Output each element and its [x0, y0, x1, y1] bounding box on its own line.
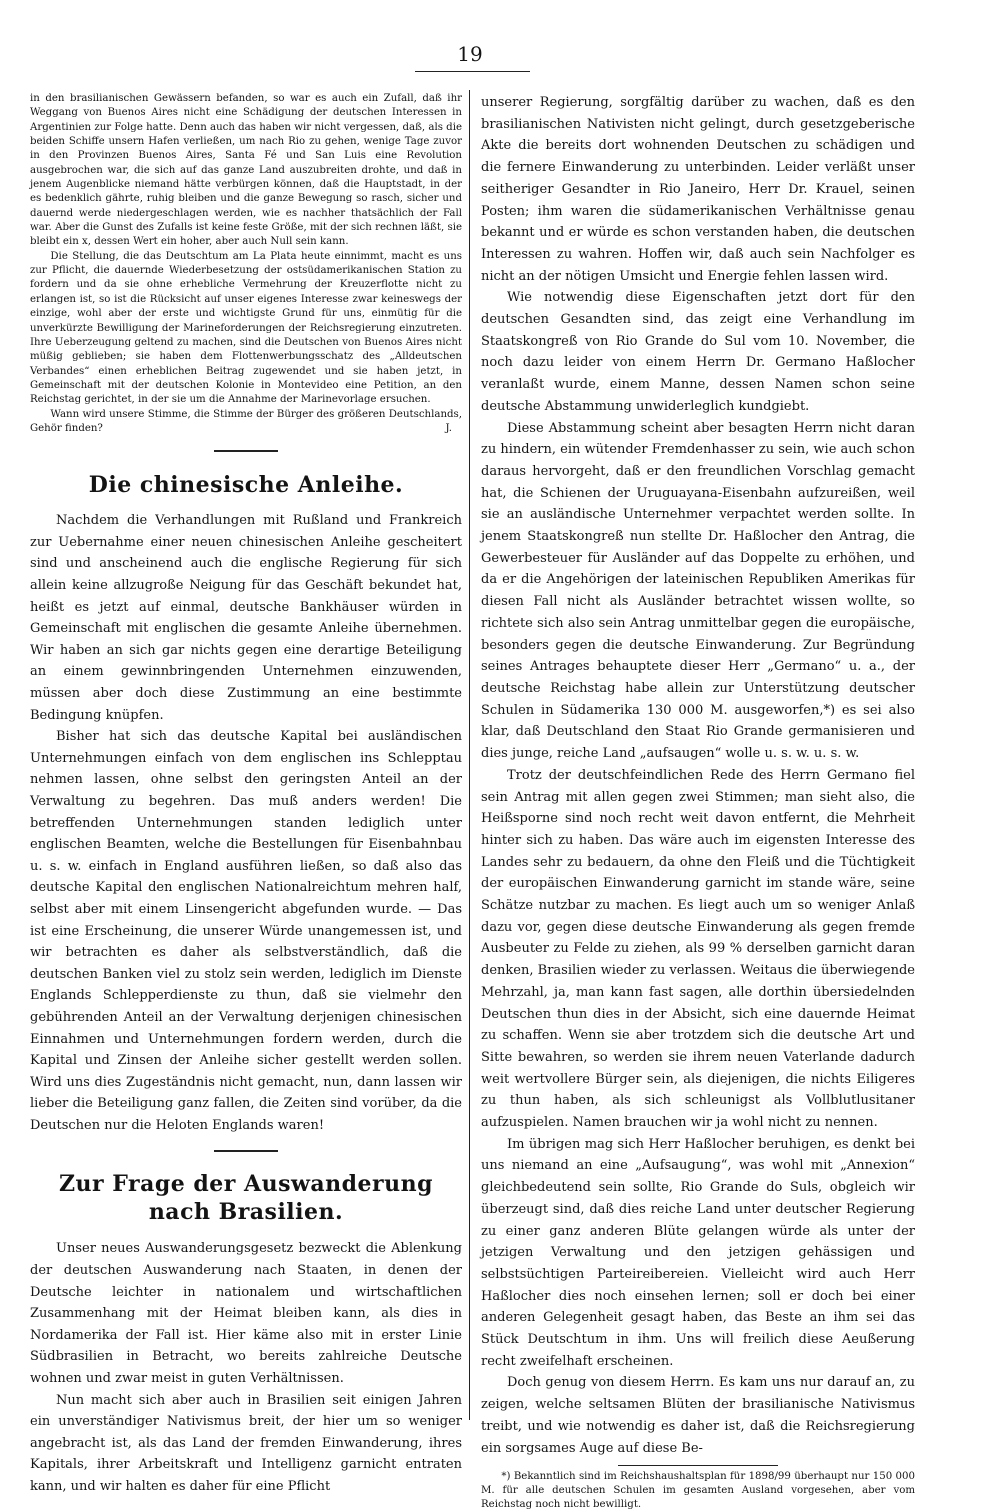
article-paragraph: Nun macht sich aber auch in Brasilien seit einigen Jahren ein unverständiger Nativismus breit, der hier um so weniger angebracht ist, als das Land der fremden Einwanderung, ihres Kapitals, ihrer Arbeitskraft und Intelligenz garnicht entraten kann, und wir halten es daher für eine Pflicht — [30, 1392, 462, 1494]
article-headline-line: nach Brasilien. — [148, 1199, 344, 1226]
article-headline — [30, 1170, 462, 1226]
intro-closing-text: Wann wird unsere Stimme, die Stimme der Bürger des größeren Deutschlands, Gehör finden? — [30, 408, 462, 434]
article-paragraph: Nachdem die Verhandlungen mit Rußland und Frankreich zur Uebernahme einer neuen chinesischen Anleihe gescheitert sind und anscheinend auch die englische Regierung für sich allein keine allzugroße Neigung für das Geschäft bekundet hat, heißt es jetzt auf einmal, deutsche Bankhäuser würden in Gemeinschaft mit englischen die gesamte Anleihe übernehmen. Wir haben an sich gar nichts gegen eine derartige Beteiligung an einem gewinnbringenden Unternehmen einzuwenden, müssen aber doch diese Zustimmung an eine bestimmte Bedingung knüpfen. — [30, 513, 462, 723]
article-paragraph: Wie notwendig diese Eigenschaften jetzt dort für den deutschen Gesandten sind, das zeigt eine Verhandlung im Staatskongreß von Rio Grande do Sul vom 10. November, die noch dazu leider von einem Herrn Dr. Germano Haßlocher veranlaßt wurde, einem Manne, dessen Namen schon seine deutsche Abstammung unwiderleglich kundgiebt. — [481, 290, 915, 414]
article-headline: Die chinesische Anleihe. — [88, 472, 404, 499]
intro-signature: J. — [445, 422, 452, 434]
article-paragraph: Unser neues Auswanderungsgesetz bezweckt die Ablenkung der deutschen Auswanderung nach Staaten, in denen der Deutsche leichter in nationalem und wirtschaftlichen Zusammenhang mit der Heimat bleiben kann, als dies in Nordamerika der Fall ist. Hier käme also mit in erster Linie Südbrasilien in Betracht, wo bereits zahlreiche Deutsche wohnen und zwar meist in guten Verhältnissen. — [30, 1241, 462, 1387]
footnote — [481, 1470, 915, 1512]
intro-closing — [30, 408, 462, 437]
headline-rule — [214, 450, 278, 452]
article-emigration-continued — [481, 92, 915, 1459]
intro-paragraph: Die Stellung, die das Deutschtum am La Plata heute einnimmt, macht es uns zur Pflicht, die dauernde Wiederbesetzung der ostsüdamerikanischen Station zu fordern und da sie ohne erhebliche Vermehrung der Kreuzerflotte nicht zu erlangen ist, so ist die Rücksicht auf unser eigenes Interesse zwar keineswegs der einzige, wohl aber der erste und wichtigste Grund für uns, einmütig für die unverkürzte Bewilligung der Marineforderungen der Reichsregierung einzutreten. Ihre Ueberzeugung geltend zu machen, sind die Deutschen von Buenos Aires nicht müßig geblieben; sie haben dem Flottenwerbungsschatz des „Alldeutschen Verbandes“ einen erheblichen Beitrag zugewendet und sie haben jetzt, in Gemeinschaft mit der deutschen Kolonie in Montevideo eine Petition, an den Reichstag gerichtet, in der sie um die Annahme der Marinevorlage ersuchen. — [30, 250, 462, 406]
article-paragraph: Im übrigen mag sich Herr Haßlocher beruhigen, es denkt bei uns niemand an eine „Aufsaugung“, was wohl mit „Annexion“ gleichbedeutend sein sollte, Rio Grande do Suls, obgleich wir überzeugt sind, daß dies reiche Land unter deutscher Regierung zu einer ganz anderen Blüte gelangen würde als unter der jetzigen Verwaltung und den jetzigen gehässigen und selbstsüchtigen Parteireibereien. Vielleicht wird auch Herr Haßlocher dies noch einsehen lernen; soll er doch bei einer anderen Gelegenheit gesagt haben, das Beste an ihm sei das Stück Deutschtum in ihm. Uns will freilich diese Aeußerung recht zweifelhaft erscheinen. — [481, 1136, 915, 1369]
column-divider — [469, 90, 470, 1420]
footnote-text: *) Bekanntlich sind im Reichshaushaltsplan für 1898/99 überhaupt nur 150 000 M. für alle deutschen Schulen im gesamten Ausland vorgesehen, aber vom Reichstag noch nicht bewilligt. — [481, 1471, 915, 1511]
article-emigration — [30, 1238, 462, 1497]
article-paragraph: Bisher hat sich das deutsche Kapital bei ausländischen Unternehmungen einfach von dem englischen ins Schlepptau nehmen lassen, ohne selbst den geringsten Anteil an der Verwaltung zu begehren. Das muß anders werden! Die betreffenden Unternehmungen standen lediglich unter englischen Beamten, welche die Bestellungen für Eisenbahnbau u. s. w. einfach in England ausführen ließen, so daß also das deutsche Kapital den englischen Nationalreichtum mehren half, selbst aber mit einem Linsengericht abgefunden wurde. — Das ist eine Erscheinung, die unserer Würde unangemessen ist, und wir betrachten es daher als selbstverständlich, daß die deutschen Banken viel zu stolz sein werden, lediglich im Dienste Englands Schlepperdienste zu thun, daß sie vielmehr den gebührenden Anteil an der Verwaltung derjenigen chinesischen Einnahmen und Unternehmungen fordern werden, durch die Kapital und Zinsen der Anleihe sicher gestellt werden sollen. Wird uns dies Zugeständnis nicht gemacht, nun, dann lassen wir lieber die Beteiligung ganz fallen, die Zeiten sind vorüber, da die Deutschen nur die Heloten Englands waren! — [30, 729, 462, 1133]
headline-rule — [214, 1150, 278, 1152]
article-paragraph: unserer Regierung, sorgfältig darüber zu wachen, daß es den brasilianischen Nativisten nicht gelingt, durch gesetzgeberische Akte die bereits dort wohnenden Deutschen zu schädigen und die fernere Einwanderung zu unterbinden. Leider verläßt unser seitheriger Gesandter in Rio Janeiro, Herr Dr. Krauel, seinen Posten; ihm waren die südamerikanischen Verhältnisse genau bekannt und er würde es schon verstanden haben, die deutschen Interessen zu wahren. Hoffen wir, daß auch sein Nachfolger es nicht an der nötigen Umsicht und Energie fehlen lassen wird. — [481, 95, 915, 284]
left-column — [30, 92, 462, 1494]
page-number-rule — [415, 71, 530, 72]
article-paragraph: Diese Abstammung scheint aber besagten Herrn nicht daran zu hindern, ein wütender Fremdenhasser zu sein, wie auch schon daraus hervorgeht, daß er den freundlichen Vorschlag gemacht hat, die Schienen der Uruguayana-Eisenbahn aufzureißen, weil sie an ausländische Unternehmer verpachtet werden sollte. In jenem Staatskongreß nun stellte Dr. Haßlocher den Antrag, die Gewerbesteuer für Ausländer auf das Doppelte zu erhöhen, und da er die Angehörigen der lateinischen Republiken Amerikas für diesen Fall nicht als Ausländer betrachtet wissen wollte, so richtete sich also sein Antrag unmittelbar gegen die europäische, besonders gegen die deutsche Einwanderung. Zur Begründung seines Antrages behauptete dieser Herr „Germano“ u. a., der deutsche Reichstag habe allein zur Unterstützung deutscher Schulen in Südamerika 130 000 M. ausgeworfen,*) es sei also klar, daß Deutschland den Staat Rio Grande germanisieren und dies junge, reiche Land „aufsaugen“ wolle u. s. w. u. s. w. — [481, 420, 915, 762]
intro-article — [30, 92, 462, 436]
page-number: 19 — [457, 42, 483, 66]
article-paragraph: Doch genug von diesem Herrn. Es kam uns nur darauf an, zu zeigen, welche seltsamen Blüten der brasilianische Nativismus treibt, und wie notwendig es daher ist, daß die Reichsregierung ein sorgsames Auge auf diese Be- — [481, 1375, 915, 1456]
intro-paragraph: in den brasilianischen Gewässern befanden, so war es auch ein Zufall, daß ihr Weggang von Buenos Aires nicht eine Schädigung der deutschen Interessen in Argentinien zur Folge hatte. Denn auch das haben wir nicht vergessen, daß, als die beiden Schiffe unsern Hafen verließen, um nach Rio zu gehen, wenige Tage zuvor in den Provinzen Buenos Aires, Santa Fé und San Luis eine Revolution ausgebrochen war, die sich auf das ganze Land auszubreiten drohte, und daß in jenem Augenblicke niemand hätte verbürgen können, daß die Hauptstadt, in der es bedenklich gährte, ruhig bleiben und die ganze Bewegung so rasch, sicher und dauernd werde niedergeschlagen werden, wie es nachher thatsächlich der Fall war. Aber die Gunst des Zufalls ist keine feste Größe, mit der sich rechnen läßt, sie bleibt ein x, dessen Wert ein hoher, aber auch Null sein kann. — [30, 93, 462, 248]
footnote-rule — [618, 1465, 778, 1466]
right-column — [481, 92, 915, 1511]
article-headline-line: Zur Frage der Auswanderung — [58, 1171, 434, 1198]
article-paragraph: Trotz der deutschfeindlichen Rede des Herrn Germano fiel sein Antrag mit allen gegen zwei Stimmen; man sieht also, die Heißsporne sind noch recht weit davon entfernt, die Mehrheit hinter sich zu haben. Das wäre auch im eigensten Interesse des Landes sehr zu bedauern, da ohne den Fleiß und die Tüchtigkeit der europäischen Einwanderung garnicht im stande wäre, seine Schätze nutzbar zu machen. Es liegt auch um so weniger Anlaß dazu vor, gegen diese deutsche Einwanderung als gegen fremde Ausbeuter zu Felde zu ziehen, als 99 % derselben garnicht daran denken, Brasilien wieder zu verlassen. Weitaus die überwiegende Mehrzahl, ja, man kann fast sagen, alle dorthin übersiedelnden Deutschen thun dies in der Absicht, sich eine dauernde Heimat zu schaffen. Wenn sie aber trotzdem sich die deutsche Art und Sitte bewahren, so werden sie ihrem neuen Vaterlande dadurch weit wertvollere Bürger sein, als diejenigen, die nichts Eiligeres zu thun haben, als sich schleunigst als Vollblutlusitaner aufzuspielen. Namen brauchen wir ja wohl nicht zu nennen. — [481, 767, 915, 1131]
article-china-loan — [30, 510, 462, 1136]
